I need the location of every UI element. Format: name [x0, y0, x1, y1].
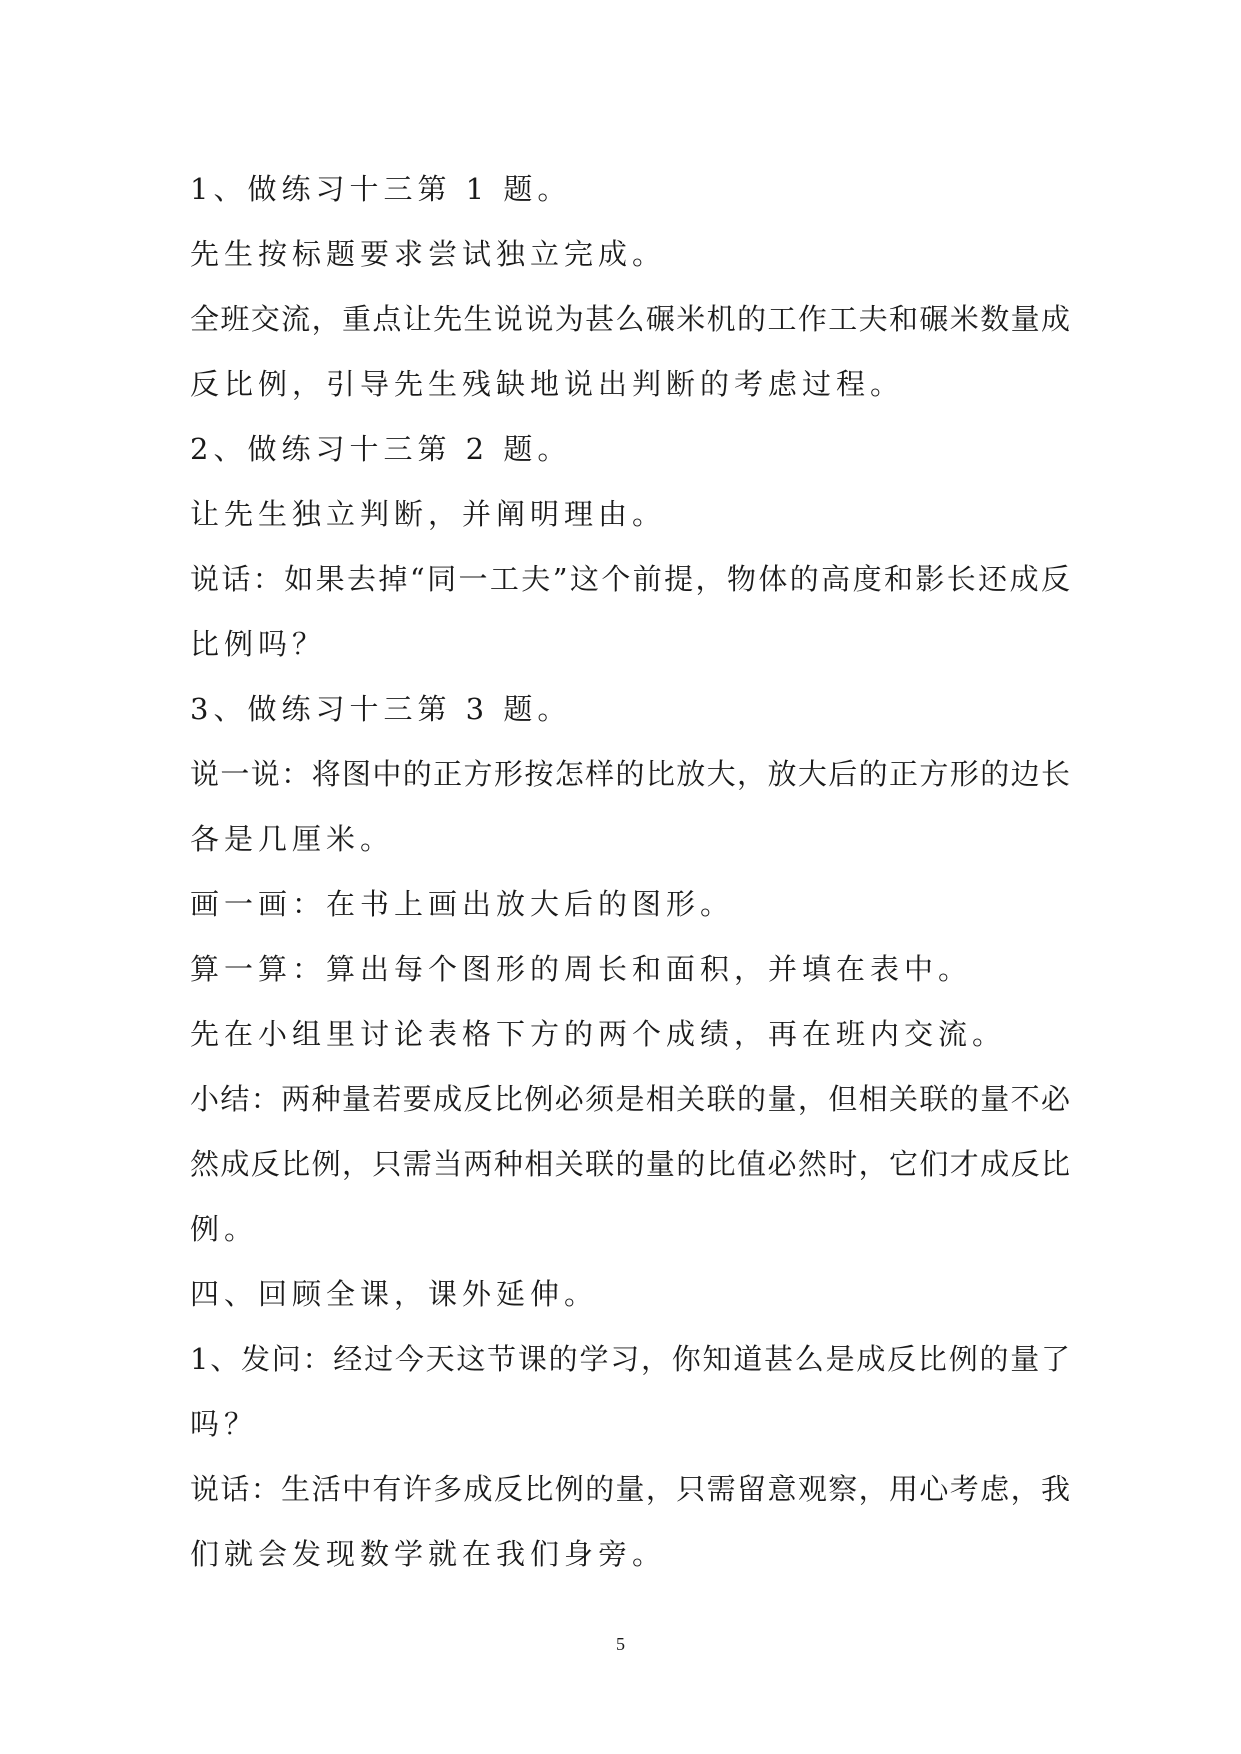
text-line: 说一说：将图中的正方形按怎样的比放大，放大后的正方形的边长: [190, 757, 1070, 791]
text-line: 反比例，引导先生残缺地说出判断的考虑过程。: [190, 367, 905, 401]
text-line: 比例吗？: [190, 627, 327, 661]
text-line: 各是几厘米。: [190, 822, 395, 856]
text-line: 说话：生活中有许多成反比例的量，只需留意观察，用心考虑，我: [190, 1472, 1070, 1506]
text-line: 小结：两种量若要成反比例必须是相关联的量，但相关联的量不必: [190, 1082, 1070, 1116]
text-line: 例。: [190, 1212, 259, 1246]
text-line: 1、做练习十三第 1 题。: [190, 172, 572, 206]
text-line: 算一算：算出每个图形的周长和面积，并填在表中。: [190, 952, 973, 986]
text-line: 1、发问：经过今天这节课的学习，你知道甚么是成反比例的量了: [190, 1342, 1070, 1376]
text-line: 吗？: [190, 1407, 259, 1441]
text-line: 四、回顾全课，课外延伸。: [190, 1277, 599, 1311]
page-number: 5: [616, 1634, 625, 1654]
text-line: 说话：如果去掉“同一工夫”这个前提，物体的高度和影长还成反: [190, 562, 1070, 596]
text-line: 们就会发现数学就在我们身旁。: [190, 1537, 667, 1571]
text-line: 让先生独立判断，并阐明理由。: [190, 497, 667, 531]
text-line: 画一画：在书上画出放大后的图形。: [190, 887, 735, 921]
text-line: 全班交流，重点让先生说说为甚么碾米机的工作工夫和碾米数量成: [190, 302, 1070, 336]
text-line: 3、做练习十三第 3 题。: [190, 692, 572, 726]
document-body: [190, 157, 1070, 1587]
text-line: 先生按标题要求尝试独立完成。: [190, 237, 667, 271]
text-line: 2、做练习十三第 2 题。: [190, 432, 572, 466]
text-line: 然成反比例，只需当两种相关联的量的比值必然时，它们才成反比: [190, 1147, 1070, 1181]
text-line: 先在小组里讨论表格下方的两个成绩，再在班内交流。: [190, 1017, 1007, 1051]
